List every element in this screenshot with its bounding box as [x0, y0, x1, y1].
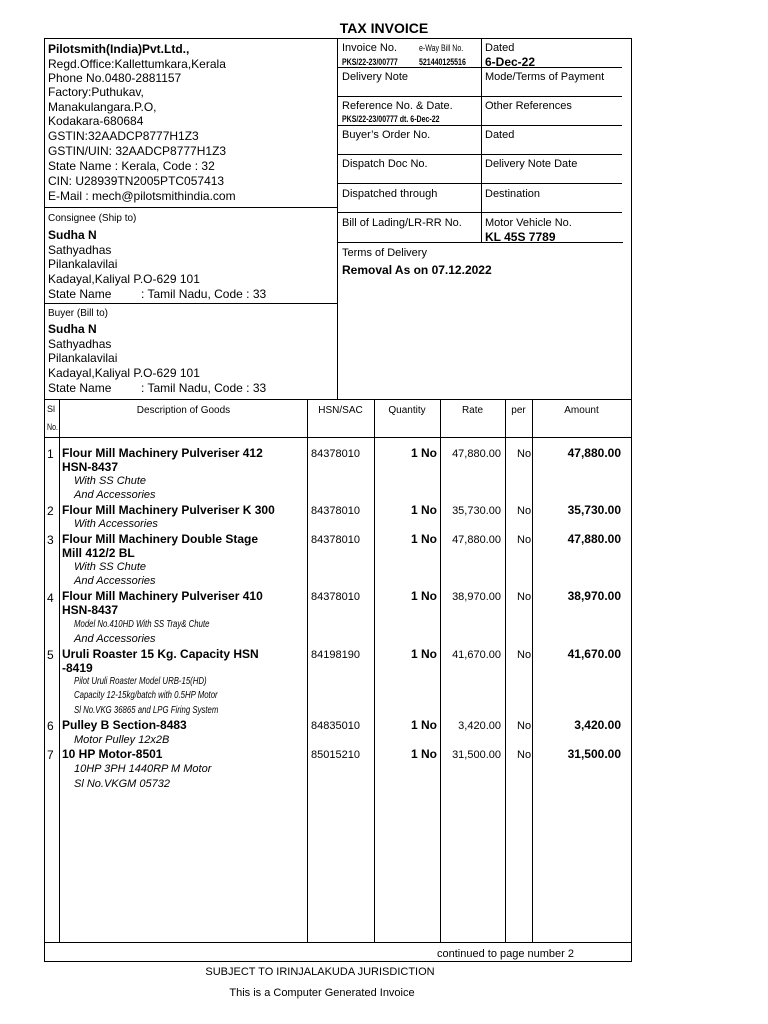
buyer-line: Pilankalavilai [48, 351, 118, 365]
row-amount: 38,970.00 [567, 589, 621, 603]
row-sl: 6 [47, 719, 54, 733]
row-desc: -8419 [62, 661, 93, 675]
col-line [307, 400, 308, 942]
dispatch-doc-label: Dispatch Doc No. [342, 158, 428, 170]
terms-delivery-label: Terms of Delivery [342, 247, 427, 259]
meta-line [482, 154, 622, 155]
header-divider [337, 38, 338, 399]
col-per: per [511, 405, 526, 416]
row-amount: 3,420.00 [574, 718, 621, 732]
seller-gstin: GSTIN:32AADCP8777H1Z3 [48, 129, 199, 143]
row-rate: 3,420.00 [458, 720, 501, 732]
buyer-state-label: State Name [48, 381, 112, 395]
meta-line [482, 125, 622, 126]
col-line [59, 400, 60, 942]
delivery-note-date-label: Delivery Note Date [485, 158, 578, 170]
eway-no-value: 521440125516 [419, 57, 466, 67]
table-bottom-line [44, 942, 632, 943]
row-desc: Flour Mill Machinery Pulveriser 412 [62, 446, 263, 460]
computer-generated-note: This is a Computer Generated Invoice [229, 987, 415, 999]
row-per: No [517, 649, 532, 661]
row-hsn: 84198190 [311, 649, 360, 661]
seller-gstin-uin: GSTIN/UIN: 32AADCP8777H1Z3 [48, 144, 227, 158]
row-detail: And Accessories [74, 575, 156, 587]
dispatched-through-label: Dispatched through [342, 188, 438, 200]
row-desc: HSN-8437 [62, 603, 119, 617]
mode-terms-label: Mode/Terms of Payment [485, 71, 605, 83]
reference-label: Reference No. & Date. [342, 100, 453, 112]
frame-left [44, 38, 45, 962]
buyer-name: Sudha N [48, 322, 97, 336]
buyer-state-value: : Tamil Nadu, Code : 33 [141, 381, 267, 395]
motor-vehicle-label: Motor Vehicle No. [485, 217, 572, 229]
bill-of-lading-label: Bill of Lading/LR-RR No. [342, 217, 462, 229]
row-detail: Model No.410HD With SS Tray& Chute [74, 619, 210, 630]
row-detail: And Accessories [74, 489, 156, 501]
col-line [374, 400, 375, 942]
row-sl: 3 [47, 533, 54, 547]
row-hsn: 84378010 [311, 591, 360, 603]
invoice-title: TAX INVOICE [339, 20, 429, 36]
destination-label: Destination [485, 188, 541, 200]
col-line [440, 400, 441, 942]
row-rate: 47,880.00 [452, 534, 501, 546]
meta-line [338, 154, 481, 155]
seller-line: Factory:Puthukav, [48, 85, 144, 99]
meta-line [482, 183, 622, 184]
row-hsn: 84835010 [311, 720, 360, 732]
row-detail: Motor Pulley 12x2B [74, 734, 170, 746]
row-desc: Flour Mill Machinery Pulveriser K 300 [62, 503, 275, 517]
dated2-label: Dated [485, 129, 515, 141]
continued-note: continued to page number 2 [437, 948, 574, 960]
seller-line: Regd.Office:Kallettumkara,Kerala [48, 57, 226, 71]
col-amount: Amount [564, 405, 599, 416]
row-rate: 35,730.00 [452, 505, 501, 517]
row-rate: 41,670.00 [452, 649, 501, 661]
row-per: No [517, 749, 532, 761]
row-rate: 47,880.00 [452, 448, 501, 460]
consignee-line: Pilankalavilai [48, 257, 118, 271]
col-quantity: Quantity [388, 405, 426, 416]
terms-delivery-value: Removal As on 07.12.2022 [342, 263, 492, 277]
row-amount: 35,730.00 [567, 503, 621, 517]
row-desc: Mill 412/2 BL [62, 546, 135, 560]
meta-line [338, 96, 481, 97]
row-per: No [517, 534, 532, 546]
row-amount: 31,500.00 [567, 747, 621, 761]
row-desc: Flour Mill Machinery Pulveriser 410 [62, 589, 263, 603]
row-amount: 47,880.00 [567, 532, 621, 546]
meta-line [338, 183, 481, 184]
row-rate: 38,970.00 [452, 591, 501, 603]
row-detail: With SS Chute [74, 561, 147, 573]
meta-line [338, 125, 481, 126]
row-detail: Sl No.VKG 36865 and LPG Firing System [74, 705, 219, 716]
invoice-no-value: PKS/22-23/00777 [342, 57, 398, 67]
jurisdiction-note: SUBJECT TO IRINJALAKUDA JURISDICTION [205, 966, 435, 978]
row-detail: With SS Chute [74, 475, 147, 487]
frame-top [44, 38, 632, 39]
consignee-heading: Consignee (Ship to) [48, 213, 137, 224]
row-detail: Capacity 12-15kg/batch with 0.5HP Motor [74, 690, 218, 701]
consignee-state-value: : Tamil Nadu, Code : 33 [141, 287, 267, 301]
seller-name: Pilotsmith(India)Pvt.Ltd., [48, 42, 190, 56]
row-qty: 1 No [410, 532, 437, 546]
col-description: Description of Goods [136, 405, 231, 416]
consignee-line: Sathyadhas [48, 243, 112, 257]
row-per: No [517, 505, 532, 517]
row-amount: 41,670.00 [567, 647, 621, 661]
reference-value: PKS/22-23/00777 dt. 6-Dec-22 [342, 114, 440, 124]
row-sl: 1 [47, 447, 54, 461]
buyer-line: Sathyadhas [48, 337, 112, 351]
row-qty: 1 No [410, 718, 437, 732]
consignee-name: Sudha N [48, 228, 97, 242]
seller-line: Manakulangara.P.O, [48, 100, 157, 114]
row-detail: 10HP 3PH 1440RP M Motor [74, 763, 212, 775]
row-rate: 31,500.00 [452, 749, 501, 761]
seller-email: E-Mail : mech@pilotsmithindia.com [48, 189, 236, 203]
meta-line [482, 212, 622, 213]
row-qty: 1 No [410, 747, 437, 761]
row-amount: 47,880.00 [567, 446, 621, 460]
row-detail: Sl No.VKGM 05732 [74, 778, 170, 790]
table-top-line [44, 399, 632, 400]
buyers-order-label: Buyer’s Order No. [342, 129, 431, 141]
meta-line [338, 212, 481, 213]
row-sl: 2 [47, 504, 54, 518]
row-desc: Pulley B Section-8483 [62, 718, 187, 732]
row-hsn: 84378010 [311, 534, 360, 546]
row-qty: 1 No [410, 503, 437, 517]
row-sl: 5 [47, 648, 54, 662]
seller-line: Phone No.0480-2881157 [48, 71, 182, 85]
row-qty: 1 No [410, 446, 437, 460]
row-desc: HSN-8437 [62, 460, 119, 474]
row-per: No [517, 720, 532, 732]
row-hsn: 84378010 [311, 505, 360, 517]
eway-label: e-Way Bill No. [419, 43, 464, 53]
col-sl-no: No. [47, 422, 58, 432]
seller-state: State Name : Kerala, Code : 32 [48, 159, 215, 173]
col-hsn: HSN/SAC [318, 405, 363, 416]
col-rate: Rate [461, 405, 484, 416]
consignee-state-label: State Name [48, 287, 112, 301]
buyer-line: Kadayal,Kaliyal P.O-629 101 [48, 366, 200, 380]
row-desc: Uruli Roaster 15 Kg. Capacity HSN [62, 647, 259, 661]
seller-cin: CIN: U28939TN2005PTC057413 [48, 174, 225, 188]
row-desc: Flour Mill Machinery Double Stage [62, 532, 259, 546]
row-per: No [517, 448, 532, 460]
dated-value: 6-Dec-22 [485, 55, 536, 69]
row-desc: 10 HP Motor-8501 [62, 747, 163, 761]
dated-label: Dated [485, 42, 515, 54]
seller-line: Kodakara-680684 [48, 114, 144, 128]
frame-bottom [44, 961, 632, 962]
invoice-no-label: Invoice No. [342, 42, 398, 54]
delivery-note-label: Delivery Note [342, 71, 409, 83]
consignee-line: Kadayal,Kaliyal P.O-629 101 [48, 272, 200, 286]
row-qty: 1 No [410, 589, 437, 603]
col-line [532, 400, 533, 942]
row-sl: 7 [47, 748, 54, 762]
buyer-heading: Buyer (Bill to) [48, 308, 109, 319]
row-hsn: 84378010 [311, 448, 360, 460]
meta-line [482, 96, 622, 97]
col-sl: Sl [47, 404, 56, 414]
consignee-separator [44, 303, 337, 304]
col-line [505, 400, 506, 942]
frame-right [631, 38, 632, 962]
row-detail: With Accessories [74, 518, 158, 530]
row-detail: Pilot Uruli Roaster Model URB-15(HD) [74, 676, 207, 687]
row-hsn: 85015210 [311, 749, 360, 761]
row-sl: 4 [47, 591, 54, 605]
meta-line [338, 242, 623, 243]
motor-vehicle-value: KL 45S 7789 [485, 230, 556, 244]
other-refs-label: Other References [485, 100, 572, 112]
row-qty: 1 No [410, 647, 437, 661]
seller-separator [44, 207, 337, 208]
row-per: No [517, 591, 532, 603]
row-detail: And Accessories [74, 633, 156, 645]
table-header-bottom [44, 437, 632, 438]
